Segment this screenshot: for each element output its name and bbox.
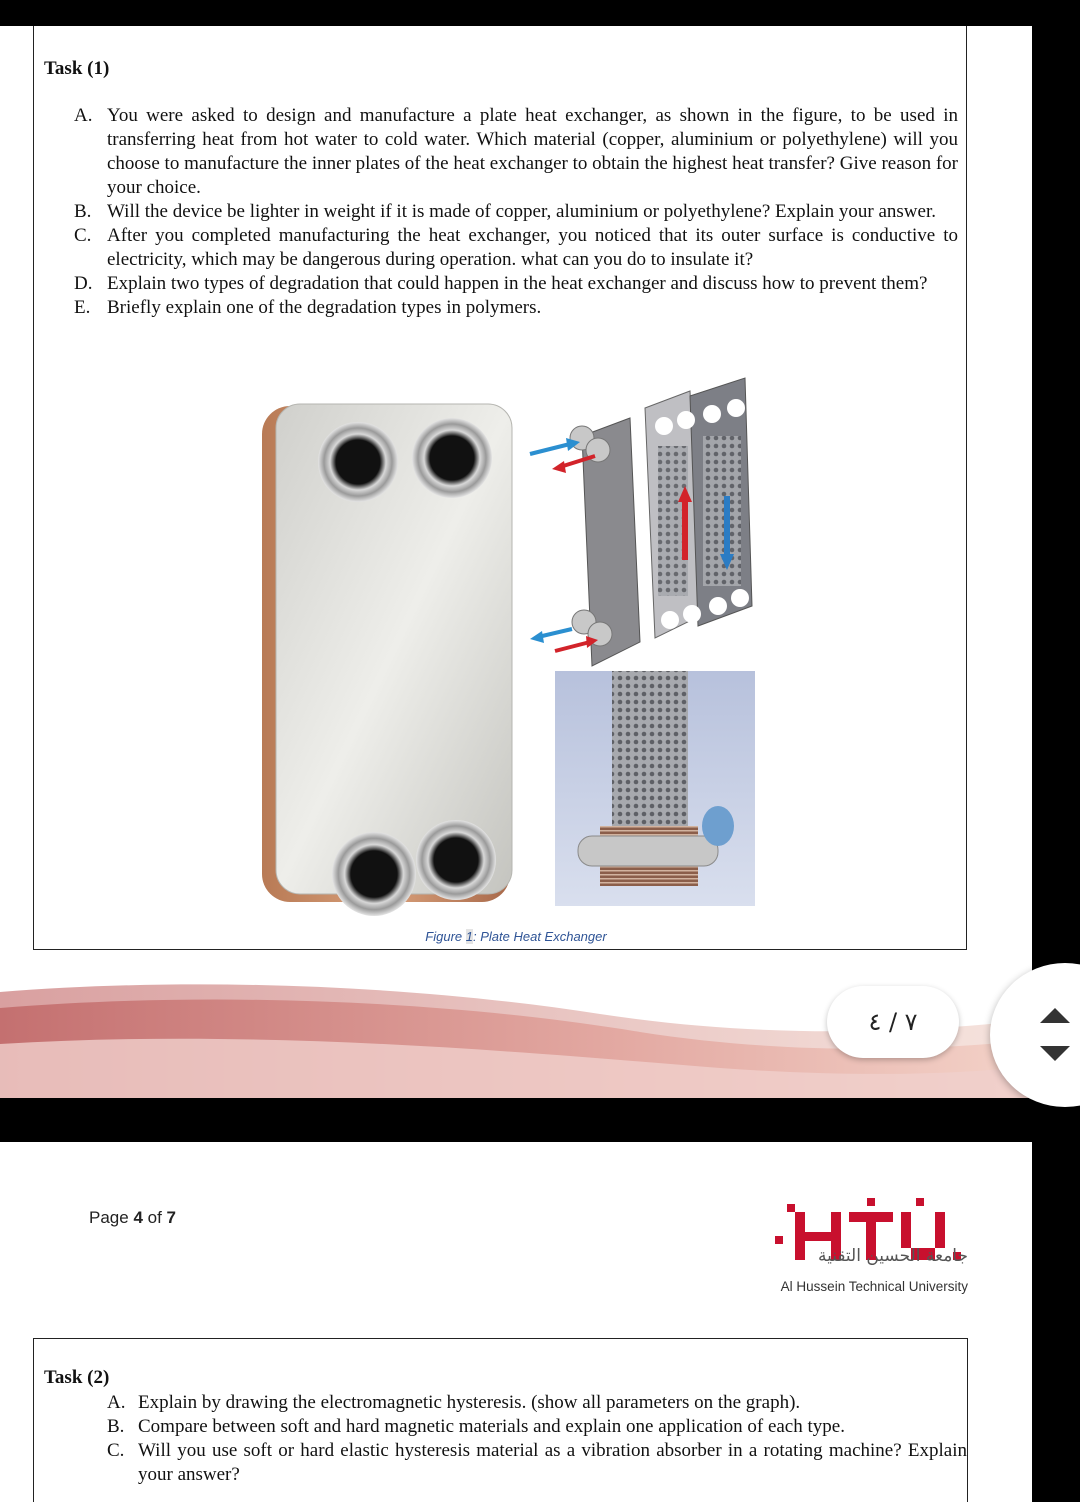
question-letter: A. [74,105,93,126]
triangle-up-icon[interactable] [1040,1008,1070,1023]
question-a [107,1391,967,1415]
page-total: 7 [166,1208,176,1227]
question-letter: C. [107,1440,125,1461]
question-b [107,1415,967,1439]
figure-caption-suffix: : Plate Heat Exchanger [473,929,607,944]
question-text: Compare between soft and hard magnetic materials and explain one application of each type. [138,1416,845,1437]
question-text: After you completed manufacturing the heat exchanger, you noticed that its outer surface is conductive to electricity, which may be dangerous during operation. what can you do to insulate it? [107,225,958,270]
htu-logo [765,1172,975,1292]
question-letter: A. [107,1392,126,1413]
question-text: Will the device be lighter in weight if it is made of copper, aluminium or polyethylene? Explain your answer. [107,201,936,222]
document-page-4 [0,1142,1032,1502]
plate-fin-core-photo [555,671,755,906]
page-current: 4 [133,1208,143,1227]
figure-caption-number: 1 [465,929,473,944]
task-2-title: Task (2) [44,1367,110,1388]
question-text: Explain two types of degradation that could happen in the heat exchanger and discuss how to prevent them? [107,273,928,294]
question-letter: C. [74,225,92,246]
question-letter: E. [74,297,91,318]
page-label-prefix: Page [89,1208,134,1227]
plate-flow-diagram [530,378,752,666]
task-1-title: Task (1) [44,58,110,79]
university-name-english: Al Hussein Technical University [780,1279,968,1294]
document-page-3 [0,26,1032,1098]
question-text: You were asked to design and manufacture a plate heat exchanger, as shown in the figure, to be used in transferring heat from hot water to cold water. Which material (copper, aluminium or polyethylene) will you choose to manufacture the inner plates of the heat exchanger to obtain the highest heat transfer? Give reason for your choice. [107,105,958,198]
question-text: Explain by drawing the electromagnetic hysteresis. (show all parameters on the graph). [138,1392,801,1413]
page-label-mid: of [142,1208,167,1227]
task-2-question-list [107,1391,967,1487]
question-letter: B. [107,1416,125,1437]
plate-heat-exchanger-figure [0,26,1032,926]
question-letter: D. [74,273,93,294]
triangle-down-icon[interactable] [1040,1046,1070,1061]
page-indicator-badge[interactable]: ٧ / ٤ [827,986,959,1058]
page-number [89,1208,176,1228]
question-text: Will you use soft or hard elastic hysteresis material as a vibration absorber in a rotating machine? Explain your answer? [138,1440,967,1485]
brazed-heat-exchanger-photo [262,404,512,916]
question-letter: B. [74,201,92,222]
question-c [107,1439,967,1487]
university-name-arabic: جامعة الحسين التقنية [817,1246,968,1266]
figure-caption-prefix: Figure [425,929,466,944]
question-text: Briefly explain one of the degradation types in polymers. [107,297,542,318]
figure-caption [0,929,1032,944]
